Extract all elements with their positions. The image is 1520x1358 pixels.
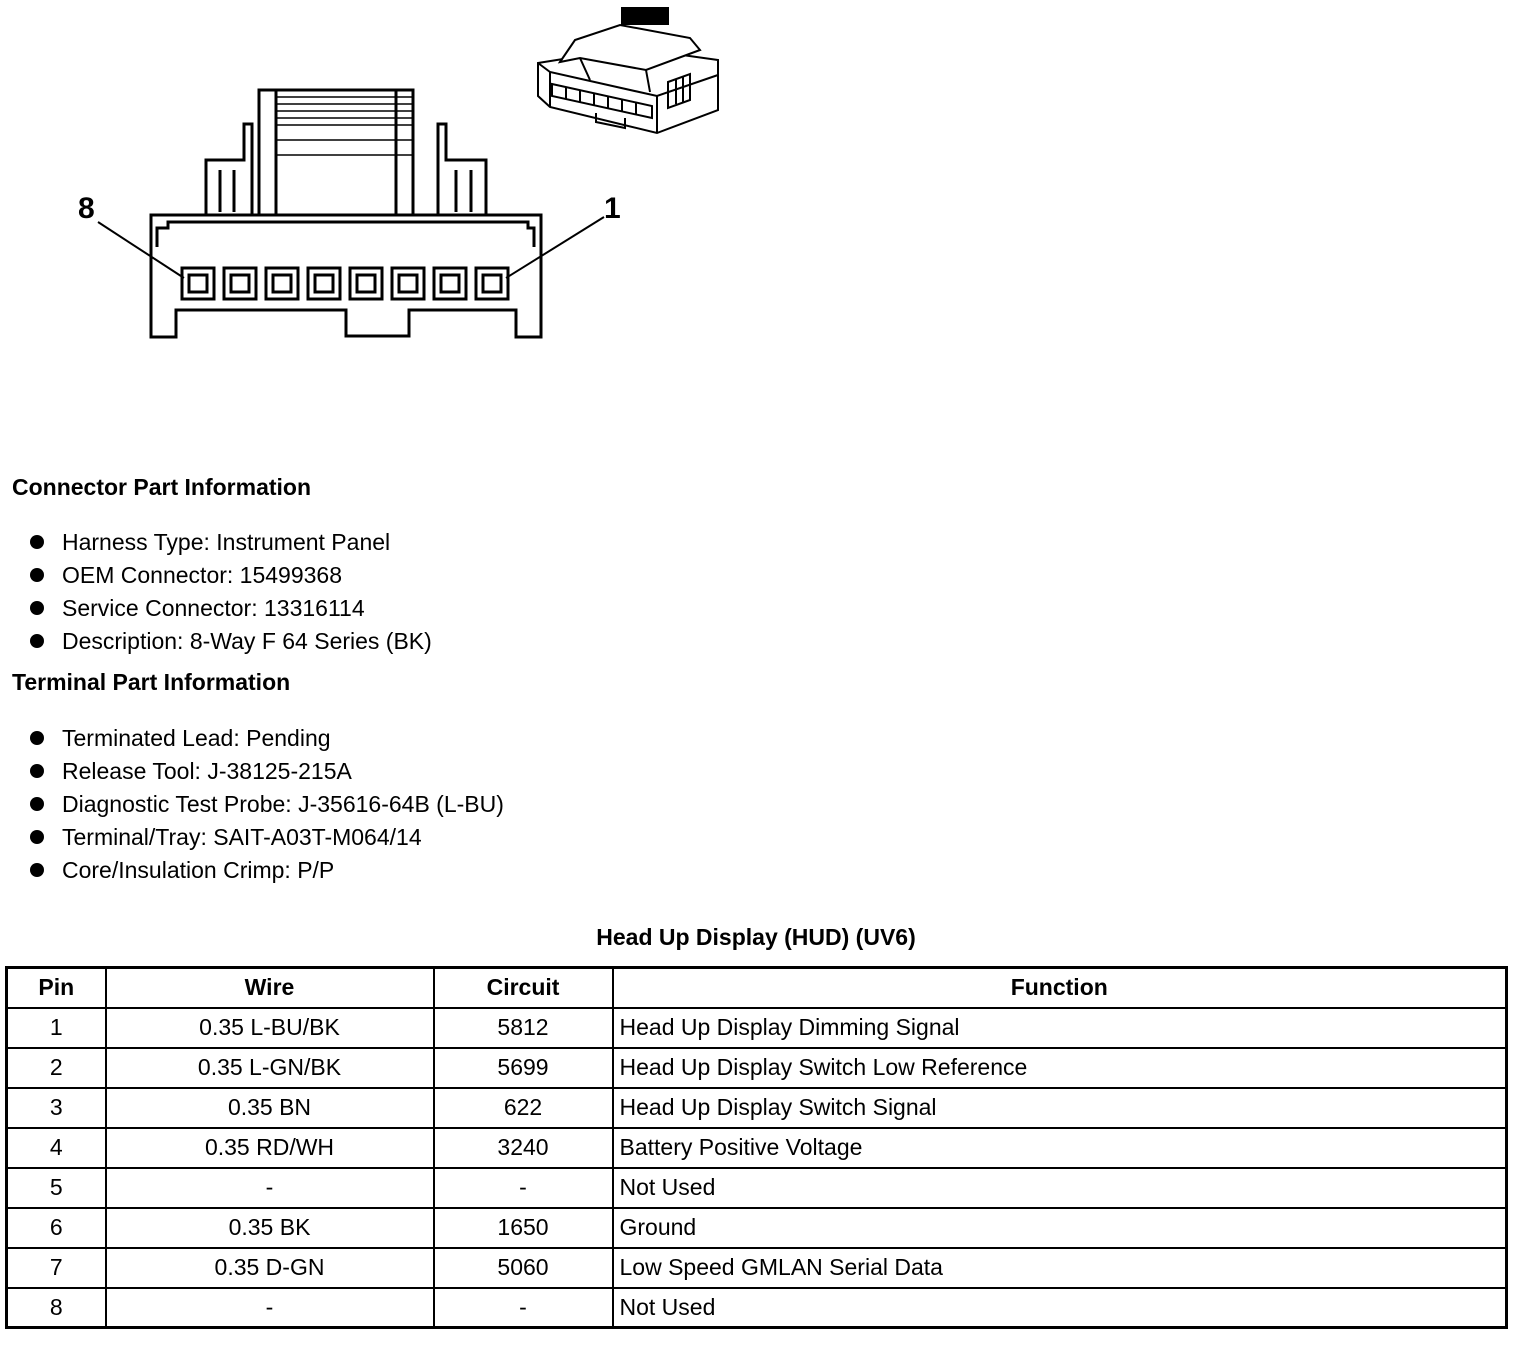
circuit-cell: 1650 xyxy=(434,1208,613,1248)
pin-1-leader xyxy=(506,217,604,278)
bullet-icon xyxy=(30,634,44,648)
circuit-cell: - xyxy=(434,1168,613,1208)
wire-cell: - xyxy=(106,1168,434,1208)
oem-connector: OEM Connector: 15499368 xyxy=(62,562,343,588)
function-cell: Battery Positive Voltage xyxy=(613,1128,1507,1168)
pin-1-label: 1 xyxy=(604,192,621,225)
pin-cell: 5 xyxy=(7,1168,106,1208)
circuit-cell: 3240 xyxy=(434,1128,613,1168)
list-item xyxy=(30,626,432,659)
wire-cell: 0.35 BN xyxy=(106,1088,434,1128)
function-cell: Head Up Display Dimming Signal xyxy=(613,1008,1507,1048)
circuit-cell: 5812 xyxy=(434,1008,613,1048)
list-item xyxy=(30,822,504,855)
terminated-lead: Terminated Lead: Pending xyxy=(62,725,331,751)
bullet-icon xyxy=(30,797,44,811)
pin-table-title: Head Up Display (HUD) (UV6) xyxy=(596,924,916,950)
table-row xyxy=(7,1088,1507,1128)
circuit-cell: 622 xyxy=(434,1088,613,1128)
diagnostic-test-probe: Diagnostic Test Probe: J-35616-64B (L-BU) xyxy=(62,791,504,817)
cavity-3 xyxy=(392,268,424,299)
core-insulation-crimp: Core/Insulation Crimp: P/P xyxy=(62,857,335,883)
service-connector: Service Connector: 13316114 xyxy=(62,595,365,621)
bullet-icon xyxy=(30,830,44,844)
column-header-pin: Pin xyxy=(7,968,106,1008)
table-row xyxy=(7,1128,1507,1168)
cavity-7 xyxy=(224,268,256,299)
cavity-4 xyxy=(350,268,382,299)
terminal-part-list xyxy=(30,723,504,888)
function-cell: Head Up Display Switch Low Reference xyxy=(613,1048,1507,1088)
wire-cell: 0.35 L-GN/BK xyxy=(106,1048,434,1088)
list-item xyxy=(30,527,432,560)
connector-part-heading: Connector Part Information xyxy=(12,474,312,500)
table-row xyxy=(7,1288,1507,1328)
pin-cell: 2 xyxy=(7,1048,106,1088)
bullet-icon xyxy=(30,863,44,877)
table-row xyxy=(7,1008,1507,1048)
table-row xyxy=(7,1208,1507,1248)
circuit-cell: 5060 xyxy=(434,1248,613,1288)
connector-part-list xyxy=(30,527,432,659)
list-item xyxy=(30,560,432,593)
terminal-cavities xyxy=(182,268,508,299)
function-cell: Head Up Display Switch Signal xyxy=(613,1088,1507,1128)
function-cell: Low Speed GMLAN Serial Data xyxy=(613,1248,1507,1288)
column-header-function: Function xyxy=(613,968,1507,1008)
connector-isometric-thumbnail xyxy=(538,8,718,133)
wire-cell: 0.35 L-BU/BK xyxy=(106,1008,434,1048)
pin-cell: 8 xyxy=(7,1288,106,1328)
list-item xyxy=(30,723,504,756)
circuit-cell: 5699 xyxy=(434,1048,613,1088)
table-row xyxy=(7,1168,1507,1208)
release-tool: Release Tool: J-38125-215A xyxy=(62,758,352,784)
pin-cell: 1 xyxy=(7,1008,106,1048)
function-cell: Not Used xyxy=(613,1288,1507,1328)
bullet-icon xyxy=(30,764,44,778)
column-header-circuit: Circuit xyxy=(434,968,613,1008)
bullet-icon xyxy=(30,568,44,582)
terminal-part-heading: Terminal Part Information xyxy=(12,669,291,695)
list-item xyxy=(30,756,504,789)
cavity-5 xyxy=(308,268,340,299)
list-item xyxy=(30,593,432,626)
terminal-tray: Terminal/Tray: SAIT-A03T-M064/14 xyxy=(62,824,422,850)
list-item xyxy=(30,855,504,888)
cavity-6 xyxy=(266,268,298,299)
harness-type: Harness Type: Instrument Panel xyxy=(62,529,391,555)
connector-description: Description: 8-Way F 64 Series (BK) xyxy=(62,628,432,654)
wire-cell: 0.35 RD/WH xyxy=(106,1128,434,1168)
list-item xyxy=(30,789,504,822)
connector-diagram xyxy=(0,0,760,360)
pin-cell: 3 xyxy=(7,1088,106,1128)
table-row xyxy=(7,1248,1507,1288)
circuit-cell: - xyxy=(434,1288,613,1328)
pin-cell: 6 xyxy=(7,1208,106,1248)
pin-table xyxy=(5,966,1508,1329)
wire-cell: - xyxy=(106,1288,434,1328)
function-cell: Not Used xyxy=(613,1168,1507,1208)
bullet-icon xyxy=(30,731,44,745)
bullet-icon xyxy=(30,601,44,615)
cavity-2 xyxy=(434,268,466,299)
pin-8-label: 8 xyxy=(78,192,95,225)
table-header-row xyxy=(7,968,1507,1008)
cavity-1 xyxy=(476,268,508,299)
cavity-8 xyxy=(182,268,214,299)
pin-8-leader xyxy=(98,222,184,278)
function-cell: Ground xyxy=(613,1208,1507,1248)
latch-ribs xyxy=(276,97,413,155)
pin-cell: 4 xyxy=(7,1128,106,1168)
wire-cell: 0.35 D-GN xyxy=(106,1248,434,1288)
table-row xyxy=(7,1048,1507,1088)
pin-cell: 7 xyxy=(7,1248,106,1288)
wire-cell: 0.35 BK xyxy=(106,1208,434,1248)
bullet-icon xyxy=(30,535,44,549)
column-header-wire: Wire xyxy=(106,968,434,1008)
